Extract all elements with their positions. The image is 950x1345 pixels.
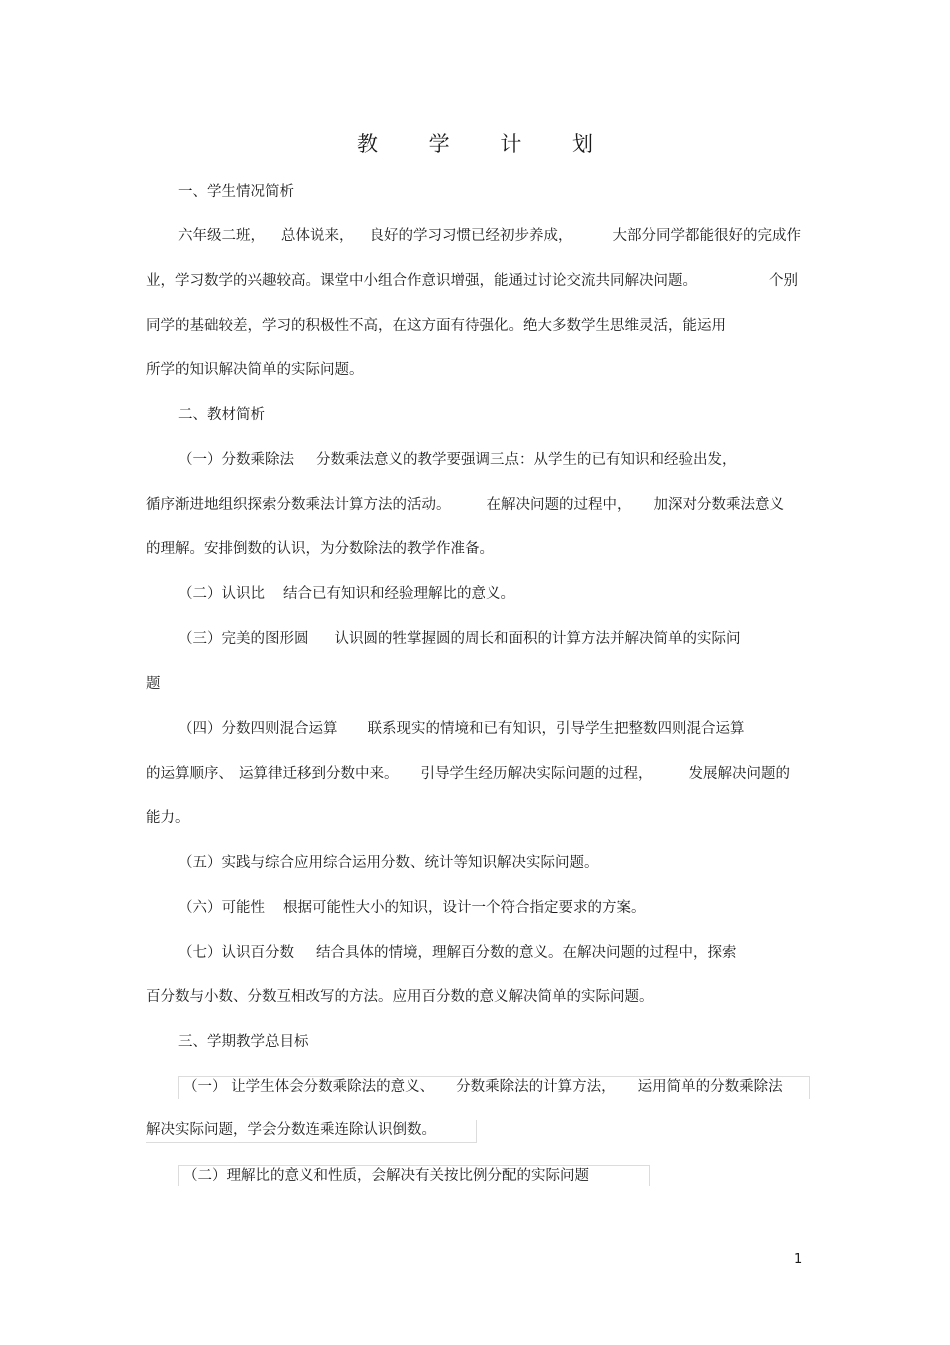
text-run: 在解决问题的过程中， [486,497,632,513]
text-run: （七）认识百分数 [178,945,294,961]
text-run: 结合已有知识和经验理解比的意义。 [283,586,515,602]
text-run: （三）完美的图形圆 [178,631,309,647]
paragraph-line [178,898,646,918]
text-run: 分数乘除法的计算方法， [456,1079,616,1095]
paragraph-line [146,764,790,784]
paragraph-line: （五）实践与综合应用综合运用分数、统计等知识解决实际问题。 [178,855,599,871]
text-run: 个别 [769,273,798,289]
text-run: （六）可能性 [178,900,265,916]
text-run: 发展解决问题的 [688,766,790,782]
text-run: 引导学生经历解决实际问题的过程， [420,766,653,782]
paragraph-line: 能力。 [146,810,190,826]
paragraph-line: 题 [146,676,161,692]
text-run: 大部分同学都能很好的完成作 [612,228,801,244]
paragraph-line [178,226,801,246]
goal-box-line: 解决实际问题，学会分数连乘连除认识倒数。 [146,1120,477,1143]
goal-box-line: （二）理解比的意义和性质，会解决有关按比例分配的实际问题 [178,1165,650,1186]
text-run: 认识圆的牲掌握圆的周长和面积的计算方法并解决简单的实际问 [334,631,741,647]
section-heading-2: 二、教材简析 [178,407,265,423]
paragraph-line [178,629,741,649]
goal-box-line [178,1076,810,1099]
text-run: 六年级二班， [178,228,265,244]
text-run: 根据可能性大小的知识，设计一个符合指定要求的方案。 [283,900,646,916]
paragraph-line: 同学的基础较差，学习的积极性不高，在这方面有待强化。绝大多数学生思维灵活，能运用 [146,318,726,334]
paragraph-line [178,943,737,963]
paragraph-line [146,271,798,291]
paragraph-line: 的理解。安排倒数的认识，为分数除法的教学作准备。 [146,541,494,557]
text-run: 业，学习数学的兴趣较高。课堂中小组合作意识增强，能通过讨论交流共同解决问题。 [146,273,697,289]
text-run: 良好的学习习惯已经初步养成， [369,228,573,244]
text-run: （四）分数四则混合运算 [178,721,338,737]
section-heading-3: 三、学期教学总目标 [178,1034,309,1050]
text-run: 的运算顺序、 [146,766,233,782]
text-run: 加深对分数乘法意义 [653,497,784,513]
paragraph-line: 所学的知识解决简单的实际问题。 [146,362,364,378]
text-run: 分数乘法意义的教学要强调三点：从学生的已有知识和经验出发， [316,452,737,468]
text-run: 循序渐进地组织探索分数乘法计算方法的活动。 [146,497,451,513]
paragraph-line: 百分数与小数、分数互相改写的方法。应用百分数的意义解决简单的实际问题。 [146,989,654,1005]
paragraph-line [146,495,784,515]
paragraph-line [178,450,737,470]
paragraph-line [178,584,515,604]
text-run: （二）认识比 [178,586,265,602]
text-run: 总体说来， [281,228,354,244]
text-run: （一）分数乘除法 [178,452,294,468]
text-run: 联系现实的情境和已有知识，引导学生把整数四则混合运算 [367,721,745,737]
paragraph-line [178,719,745,739]
text-run: （一） 让学生体会分数乘除法的意义、 [183,1079,435,1095]
text-run: 运算律迁移到分数中来。 [239,766,399,782]
document-title: 教 学 计 划 [356,132,616,156]
text-run: 结合具体的情境，理解百分数的意义。在解决问题的过程中，探索 [316,945,737,961]
section-heading-1: 一、学生情况简析 [178,184,294,200]
text-run: 运用简单的分数乘除法 [637,1079,783,1095]
page-number: 1 [794,1252,803,1267]
